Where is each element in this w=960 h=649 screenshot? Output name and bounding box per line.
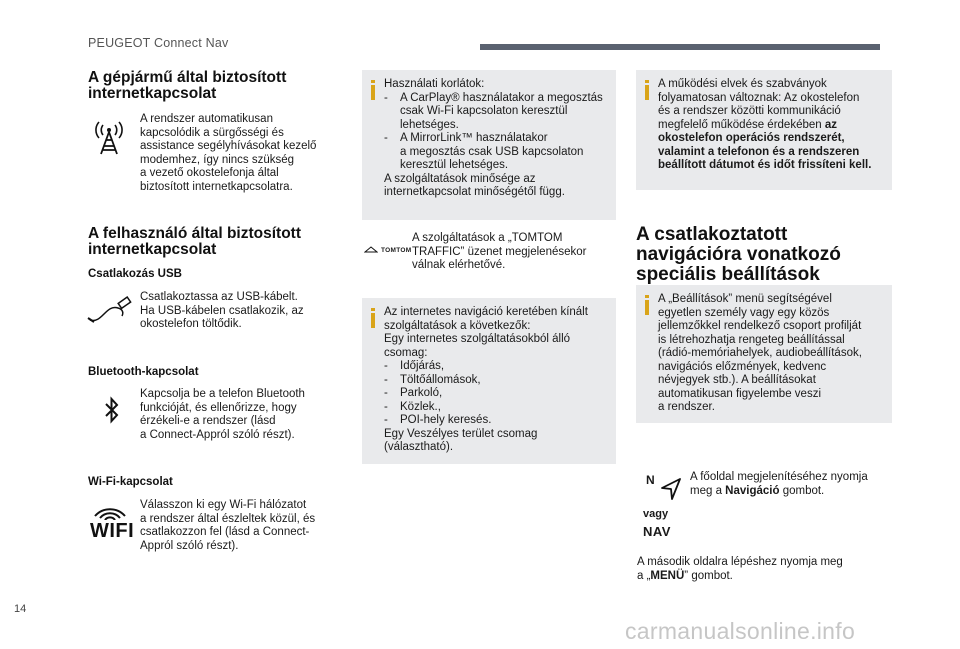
navigation-services-text: Az internetes navigáció keretében kínált szolgáltatások a következők: Egy internetes szolgáltatásokból álló csomag: - Időjárás, - Töltőállomások, - Parkoló, - Közlek., - POI-hely keresés. Egy Veszélyes terület csomag (választható). [384,306,612,455]
info-box-settings [636,285,892,423]
antenna-tower-icon [90,118,128,156]
usage-limits-text: Használati korlátok: - A CarPlay® használatakor a megosztás csak Wi-Fi kapcsolaton keresztül lehetséges. - A MirrorLink™ használatakor a megosztás csak USB kapcsolaton keresztül lehetséges. A szolgáltatások minősége az internetkapcsolat minőségétől függ. [384,78,603,198]
list-item: - Időjárás, [384,360,445,372]
wifi-text: Válasszon ki egy Wi-Fi hálózatot a rendszer által észleltek közül, és csatlakozzon fel (lásd a Connect- Appról szóló részt). [140,499,316,552]
info-icon [642,80,656,100]
list-item: - Parkoló, [384,387,443,399]
wifi-title: Wi-Fi-kapcsolat [88,476,173,488]
info-icon [368,308,382,328]
info-icon [368,80,382,100]
nav-button-label: NAV [643,524,671,539]
watermark: carmanualsonline.info [625,618,856,644]
usb-title: Csatlakozás USB [88,268,182,280]
settings-text: A „Beállítások” menü segítségével egyetlen személy vagy egy közös jellemzőkkel rendelkező csoport profilját is létrehozhatja rengeteg beállítással (rádió-memóriahelyek, audiobeállítások, navigációs előzmények, kedvenc névjegyek stb.). A beállításokat automatikusan figyelembe veszi a rendszer. [658,293,862,413]
section-title-connected-navigation: A csatlakoztatott navigációra vonatkozó speciális beállítások [636,224,841,285]
section-title-vehicle-internet: A gépjármű által biztosított internetkapcsolat [88,69,287,102]
header-bar [480,44,880,50]
list-item: - Töltőállomások, [384,373,481,386]
list-item: - Közlek., [384,400,441,413]
nav-n-label: N [646,473,655,487]
menu-button-text: A második oldalra lépéshez nyomja meg a „MENÜ” gombot. [637,556,843,582]
or-label: vagy [643,508,669,520]
tomtom-logo-icon [364,246,411,254]
wifi-label: WIFI [90,520,135,542]
section-title-user-internet: A felhasználó által biztosított internetkapcsolat [88,225,301,258]
info-box-navigation-services [362,298,616,464]
info-box-usage-limits [362,70,616,220]
bluetooth-icon [104,396,120,424]
navigation-button-text: A főoldal megjelenítéséhez nyomja meg a Navigáció gombot. [690,471,868,497]
tomtom-text: A szolgáltatások a „TOMTOM TRAFFIC” üzenet megjelenésekor válnak elérhetővé. [412,232,587,271]
wifi-icon [89,500,131,520]
tomtom-label: TOMTOM [381,246,412,254]
list-item: - POI-hely keresés. [384,414,492,426]
navigation-arrow-icon [660,477,682,501]
info-icon [642,295,656,315]
info-box-standards [636,70,892,190]
vehicle-internet-text: A rendszer automatikusan kapcsolódik a sürgősségi és assistance segélyhívásokat kezelő modemhez, így nincs szükség a vezető okostelefonja által biztosított internetkapcsolatra. [140,113,317,193]
running-header: PEUGEOT Connect Nav [88,36,229,50]
bluetooth-text: Kapcsolja be a telefon Bluetooth funkcióját, és ellenőrizze, hogy érzékeli-e a rendszer (lásd a Connect-Appról szóló részt). [140,388,305,441]
usb-cable-icon [86,296,132,326]
bluetooth-title: Bluetooth-kapcsolat [88,366,199,378]
page-number: 14 [14,603,27,615]
standards-text: A működési elvek és szabványok folyamatosan változnak: Az okostelefon és a rendszer közötti kommunikáció megfelelő működése érdekében az okostelefon operációs rendszerét, valamint a telefonon és a rendszeren beállított dátumot és időt frissíteni kell. [658,78,872,171]
usb-text: Csatlakoztassa az USB-kábelt. Ha USB-kábelen csatlakozik, az okostelefon töltődik. [140,291,304,330]
